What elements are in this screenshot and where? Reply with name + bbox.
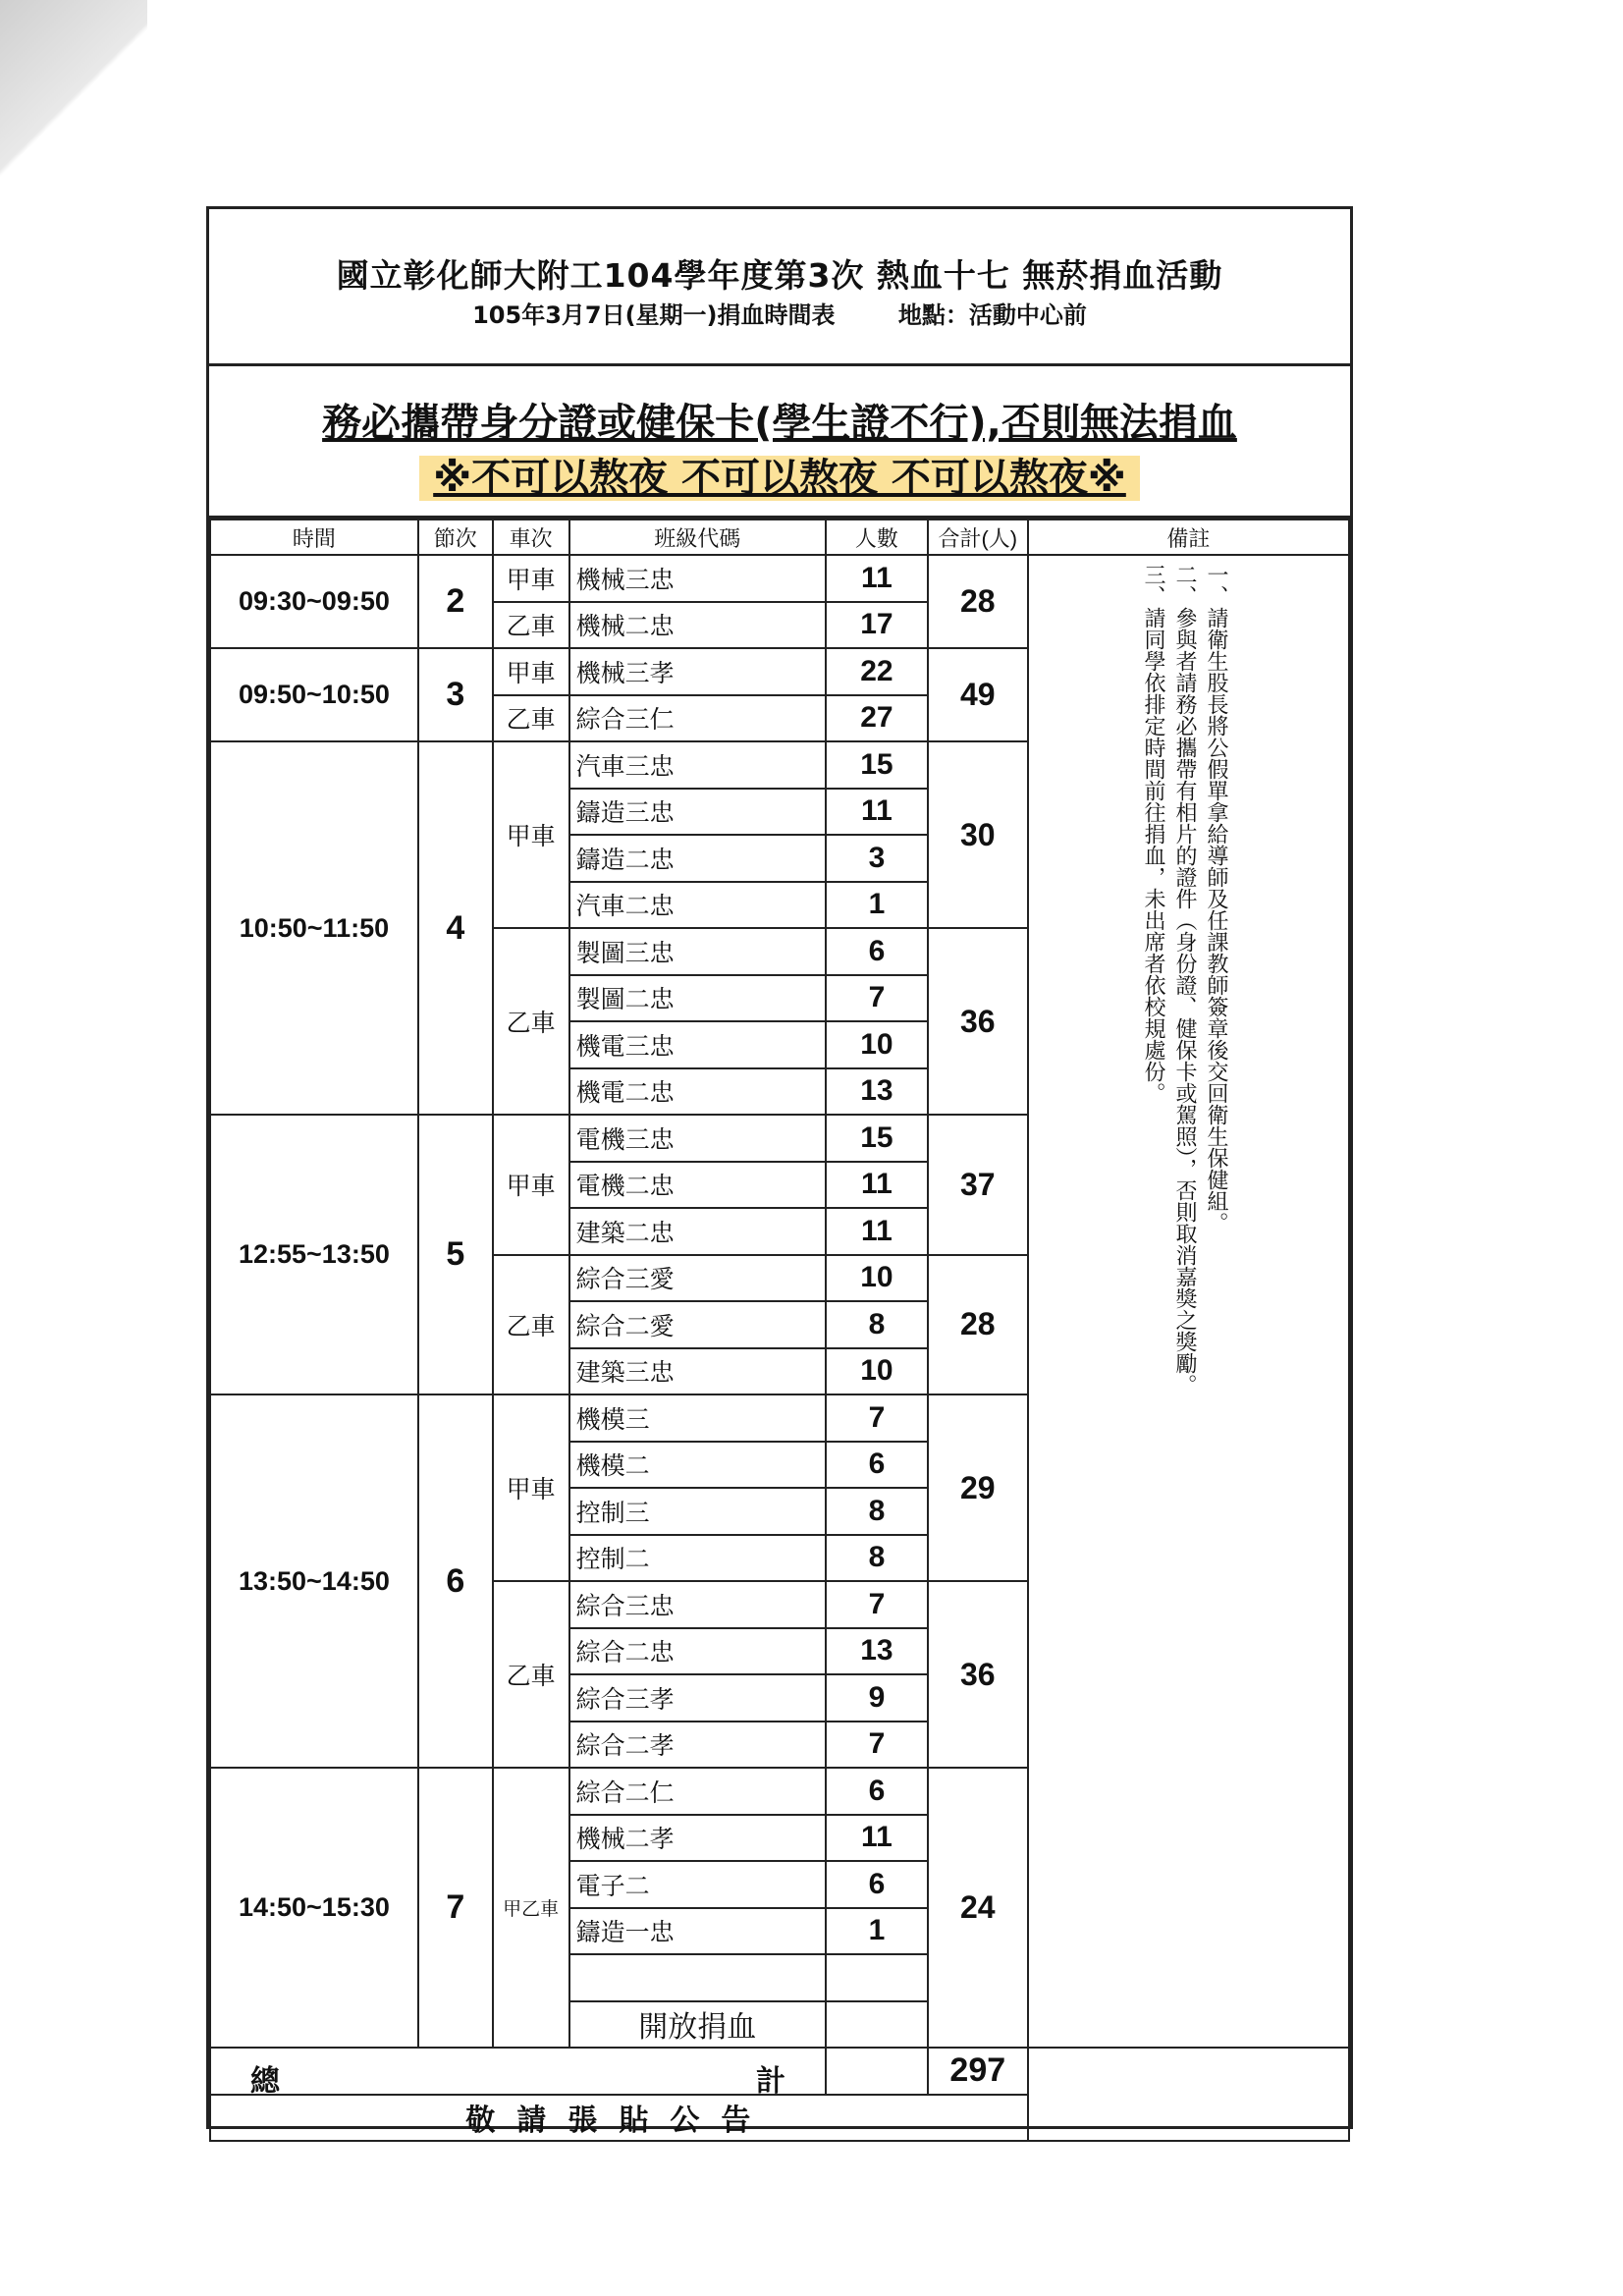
- class-code: 機模三: [569, 1394, 826, 1442]
- class-code: 機模二: [569, 1442, 826, 1489]
- grand-total-label: [210, 2048, 826, 2098]
- class-code: 建築二忠: [569, 1208, 826, 1255]
- time-slot: 13:50~14:50: [210, 1394, 418, 1768]
- total-label-left: 總: [250, 2065, 280, 2098]
- class-code: 機電二忠: [569, 1068, 826, 1116]
- donor-count: 3: [826, 835, 928, 882]
- class-code: 汽車三忠: [569, 741, 826, 789]
- class-code: 汽車二忠: [569, 882, 826, 929]
- time-slot: 09:30~09:50: [210, 555, 418, 648]
- car-label: 乙車: [493, 1581, 569, 1768]
- total-count-empty: [826, 2048, 928, 2095]
- footer-notice: 敬請張貼公告: [210, 2095, 1028, 2142]
- car-label: 甲車: [493, 555, 569, 602]
- class-code: 製圖二忠: [569, 975, 826, 1022]
- schedule-table: [209, 519, 1350, 2142]
- time-slot: 12:55~13:50: [210, 1115, 418, 1394]
- class-code: 控制二: [569, 1535, 826, 1582]
- donor-count: 1: [826, 1908, 928, 1955]
- remarks-list: [1029, 564, 1348, 1997]
- donor-count: 11: [826, 789, 928, 836]
- car-label: 乙車: [493, 1255, 569, 1395]
- subtitle: [209, 296, 1350, 330]
- donor-count-empty: [826, 2001, 928, 2049]
- remark-item: 一、請衛生股長將公假單拿給導師及任課教師簽章後交回衛生保健組。: [1205, 564, 1229, 1233]
- class-code: 製圖三忠: [569, 928, 826, 975]
- car-label: 甲車: [493, 1394, 569, 1581]
- donor-count: 7: [826, 975, 928, 1022]
- time-slot: 09:50~10:50: [210, 648, 418, 741]
- donor-count: 8: [826, 1488, 928, 1535]
- notice-id-required: 務必攜帶身分證或健保卡(學生證不行),否則無法捐血: [322, 401, 1237, 446]
- class-code: [569, 1954, 826, 2001]
- class-code: 鑄造三忠: [569, 789, 826, 836]
- donor-count: 13: [826, 1068, 928, 1116]
- donor-count: 15: [826, 741, 928, 789]
- class-code: 綜合三愛: [569, 1255, 826, 1302]
- car-label: 甲乙車: [493, 1768, 569, 2048]
- group-subtotal: 49: [928, 648, 1028, 741]
- group-subtotal: 30: [928, 741, 1028, 928]
- remarks-footer-blank: [1028, 2048, 1349, 2141]
- class-code: 綜合三忠: [569, 1581, 826, 1628]
- col-header-subtotal: 合計(人): [928, 519, 1028, 555]
- donor-count: 11: [826, 555, 928, 602]
- table-row: [210, 555, 1349, 602]
- remark-item: 三、請同學依排定時間前往捐血，未出席者依校規處份。: [1142, 564, 1166, 1104]
- col-header-count: 人數: [826, 519, 928, 555]
- class-code: 綜合二忠: [569, 1628, 826, 1675]
- donor-count: 7: [826, 1581, 928, 1628]
- notice: [209, 366, 1350, 519]
- donor-count: 6: [826, 1861, 928, 1908]
- group-subtotal: 36: [928, 928, 1028, 1115]
- donor-count: 1: [826, 882, 928, 929]
- car-label: 乙車: [493, 928, 569, 1115]
- donor-count: 13: [826, 1628, 928, 1675]
- group-subtotal: 28: [928, 555, 1028, 648]
- donor-count: 17: [826, 602, 928, 649]
- date-line: 105年3月7日(星期一)捐血時間表: [472, 301, 836, 329]
- donor-count: 7: [826, 1394, 928, 1442]
- class-code: 電機三忠: [569, 1115, 826, 1162]
- class-code: 機械三忠: [569, 555, 826, 602]
- car-label: 甲車: [493, 741, 569, 928]
- class-code: 鑄造一忠: [569, 1908, 826, 1955]
- period-number: 2: [418, 555, 493, 648]
- group-subtotal: 29: [928, 1394, 1028, 1581]
- donor-count: 10: [826, 1255, 928, 1302]
- group-subtotal: 37: [928, 1115, 1028, 1255]
- class-code: 綜合二孝: [569, 1722, 826, 1769]
- donor-count: 6: [826, 1442, 928, 1489]
- class-code: 控制三: [569, 1488, 826, 1535]
- donor-count: 15: [826, 1115, 928, 1162]
- class-code: 鑄造二忠: [569, 835, 826, 882]
- header: [209, 209, 1350, 366]
- period-number: 3: [418, 648, 493, 741]
- car-label: 乙車: [493, 695, 569, 742]
- class-code: 機械二忠: [569, 602, 826, 649]
- donor-count: 9: [826, 1674, 928, 1722]
- class-code: 建築三忠: [569, 1348, 826, 1395]
- page-title: 國立彰化師大附工104學年度第3次 熱血十七 無菸捐血活動: [336, 256, 1223, 295]
- schedule-sheet: [206, 206, 1353, 2138]
- col-header-remarks: 備註: [1028, 519, 1349, 555]
- donor-count: 10: [826, 1021, 928, 1068]
- remark-item: 二、參與者請務必攜帶有相片的證件（身份證、健保卡或駕照），否則取消嘉獎之獎勵。: [1173, 564, 1198, 1395]
- donor-count: 27: [826, 695, 928, 742]
- col-header-period: 節次: [418, 519, 493, 555]
- class-code: 綜合三孝: [569, 1674, 826, 1722]
- total-label-right: 計: [756, 2065, 785, 2098]
- col-header-class: 班級代碼: [569, 519, 826, 555]
- time-slot: 14:50~15:30: [210, 1768, 418, 2048]
- class-code: 電機二忠: [569, 1162, 826, 1209]
- col-header-time: 時間: [210, 519, 418, 555]
- open-donation-label: 開放捐血: [569, 2001, 826, 2049]
- grand-total-row: [210, 2048, 1349, 2095]
- class-code: 機械三孝: [569, 648, 826, 695]
- period-number: 4: [418, 741, 493, 1115]
- donor-count: 8: [826, 1301, 928, 1348]
- car-label: 甲車: [493, 648, 569, 695]
- time-slot: 10:50~11:50: [210, 741, 418, 1115]
- location: 地點：活動中心前: [897, 301, 1087, 329]
- donor-count: 11: [826, 1208, 928, 1255]
- donor-count: [826, 1954, 928, 2001]
- donor-count: 6: [826, 1768, 928, 1815]
- donor-count: 8: [826, 1535, 928, 1582]
- class-code: 機電三忠: [569, 1021, 826, 1068]
- page-fold-corner: [0, 0, 147, 206]
- period-number: 7: [418, 1768, 493, 2048]
- period-number: 6: [418, 1394, 493, 1768]
- donor-count: 6: [826, 928, 928, 975]
- class-code: 綜合二仁: [569, 1768, 826, 1815]
- donor-count: 11: [826, 1815, 928, 1862]
- group-subtotal: 24: [928, 1768, 1028, 2048]
- class-code: 綜合三仁: [569, 695, 826, 742]
- group-subtotal: 36: [928, 1581, 1028, 1768]
- group-subtotal: 28: [928, 1255, 1028, 1395]
- donor-count: 22: [826, 648, 928, 695]
- notice-no-staying-up: ※不可以熬夜 不可以熬夜 不可以熬夜※: [209, 447, 1350, 503]
- donor-count: 10: [826, 1348, 928, 1395]
- grand-total-value: 297: [928, 2048, 1028, 2095]
- col-header-car: 車次: [493, 519, 569, 555]
- period-number: 5: [418, 1115, 493, 1394]
- class-code: 綜合二愛: [569, 1301, 826, 1348]
- car-label: 乙車: [493, 602, 569, 649]
- class-code: 電子二: [569, 1861, 826, 1908]
- class-code: 機械二孝: [569, 1815, 826, 1862]
- car-label: 甲車: [493, 1115, 569, 1255]
- donor-count: 7: [826, 1722, 928, 1769]
- remarks-cell: [1028, 555, 1349, 2048]
- donor-count: 11: [826, 1162, 928, 1209]
